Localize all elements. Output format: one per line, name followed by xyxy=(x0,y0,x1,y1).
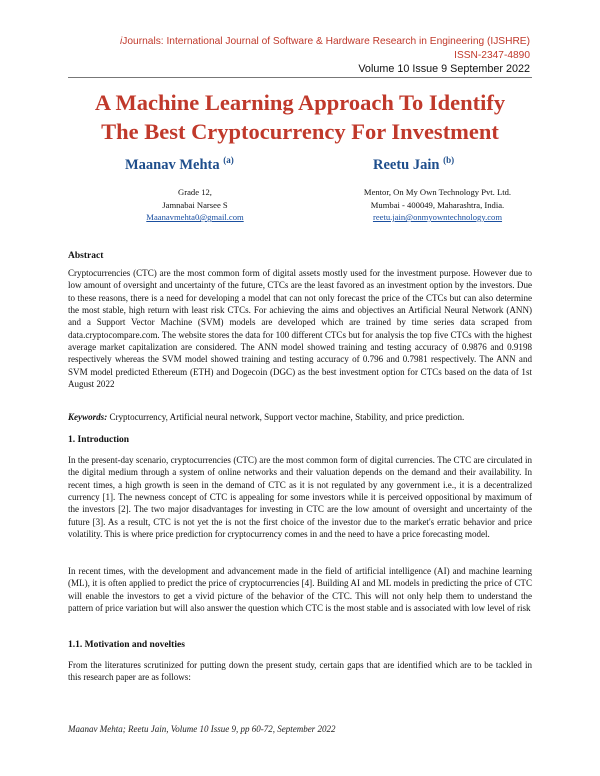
issn: ISSN-2347-4890 xyxy=(454,50,530,61)
abstract-heading: Abstract xyxy=(68,251,104,261)
affiliation-line: Mumbai - 400049, Maharashtra, India. xyxy=(370,199,505,210)
page-footer: Maanav Mehta; Reetu Jain, Volume 10 Issue 9, pp 60-72, September 2022 xyxy=(68,724,336,734)
introduction-paragraph-2: In recent times, with the development and advancement made in the field of artificial intelligence (AI) and machine learning (ML), it is often applied to predict the price of cryptocurrencies [4]. Building AI and ML models in predicting the price of CTC will enable the investors to get a vivid picture of the behavior of the CTC. This will not only help them to understand the pattern of price variation but will also answer the question which CTC is the most stable and is associated with low level of risk xyxy=(68,566,532,614)
author-2-name: Reetu Jain $^{(b)}$ xyxy=(373,155,455,173)
introduction-paragraph-1: In the present-day scenario, cryptocurrencies (CTC) are the most common form of digital currencies. The CTC are circulated in the digital medium through a system of online networks and their valuation depends on the demand and their availability. In recent times, a high growth is seen in the demand of CTC as it is not regulated by any government i.e., it is a decentralized currency [1]. The newness concept of CTC is appealing for some investors while it is perceived oppositional by maximum of the investors [2]. The two major disadvantages for investing in CTC are the low amount of oversight and uncertainty of the future [3]. As a result, CTC is not yet the is not the first choice of the investor due to the market's erratic behavior and price volatility. This is where price prediction for cryptocurrency comes in and the need to have a price forecasting model. xyxy=(68,455,532,540)
affiliation-line: Jamnabai Narsee S xyxy=(162,199,228,210)
author-1-name: Maanav Mehta $^{(a)}$ xyxy=(125,155,234,173)
author-1-affiliation xyxy=(120,186,270,224)
abstract-text: Cryptocurrencies (CTC) are the most common form of digital assets mostly used for the investment purpose. However due to low amount of oversight and uncertainty of the future, CTCs are the least favored as an investment option by the investors. Due to these reasons, there is a need for developing a model that can not only forecast the price of the CTCs but can also determine the most stable, high return with least risk CTCs. For achieving the aims and objectives an Artificial Neural Network (ANN) and a Support Vector Machine (SVM) models are developed which are trained by time series data scraped from data.cryptocompare.com. The website stores the data for 100 different CTCs but for analysis the top five CTCs with the highest average market capitalization are considered. The ANN model showed training and testing accuracy of 0.9876 and 0.9198 respectively whereas the SVM model showed training and testing accuracy of 0.796 and 0.7981 respectively. The ANN and SVM model predicted Ethereum (ETH) and Dogecoin (DGC) as the best investment option for CTCs based on the data of 1st August 2022 xyxy=(68,268,532,390)
journal-name: iJournals: International Journal of Software & Hardware Research in Engineering (IJSHRE) xyxy=(120,36,530,47)
author-2-affiliation xyxy=(330,186,545,224)
affiliation-line: Mentor, On My Own Technology Pvt. Ltd. xyxy=(363,187,512,197)
introduction-heading: 1. Introduction xyxy=(68,435,130,445)
motivation-heading: 1.1. Motivation and novelties xyxy=(68,640,185,650)
paper-title-line-2: The Best Cryptocurrency For Investment xyxy=(101,119,499,144)
author-2-email-link[interactable]: reetu.jain@onmyowntechnology.com xyxy=(372,212,503,222)
header-rule xyxy=(68,77,532,78)
volume-issue: Volume 10 Issue 9 September 2022 xyxy=(358,63,530,75)
motivation-paragraph-1: From the literatures scrutinized for putting down the present study, certain gaps that are identified which are to be tackled in this research paper are as follows: xyxy=(68,660,532,683)
author-1-email-link[interactable]: Maanavmehta0@gmail.com xyxy=(146,212,244,222)
keywords: Keywords: Cryptocurrency, Artificial neural network, Support vector machine, Stability, and price prediction. xyxy=(68,412,465,422)
paper-title-line-1: A Machine Learning Approach To Identify xyxy=(94,90,506,115)
affiliation-line: Grade 12, xyxy=(178,187,212,197)
